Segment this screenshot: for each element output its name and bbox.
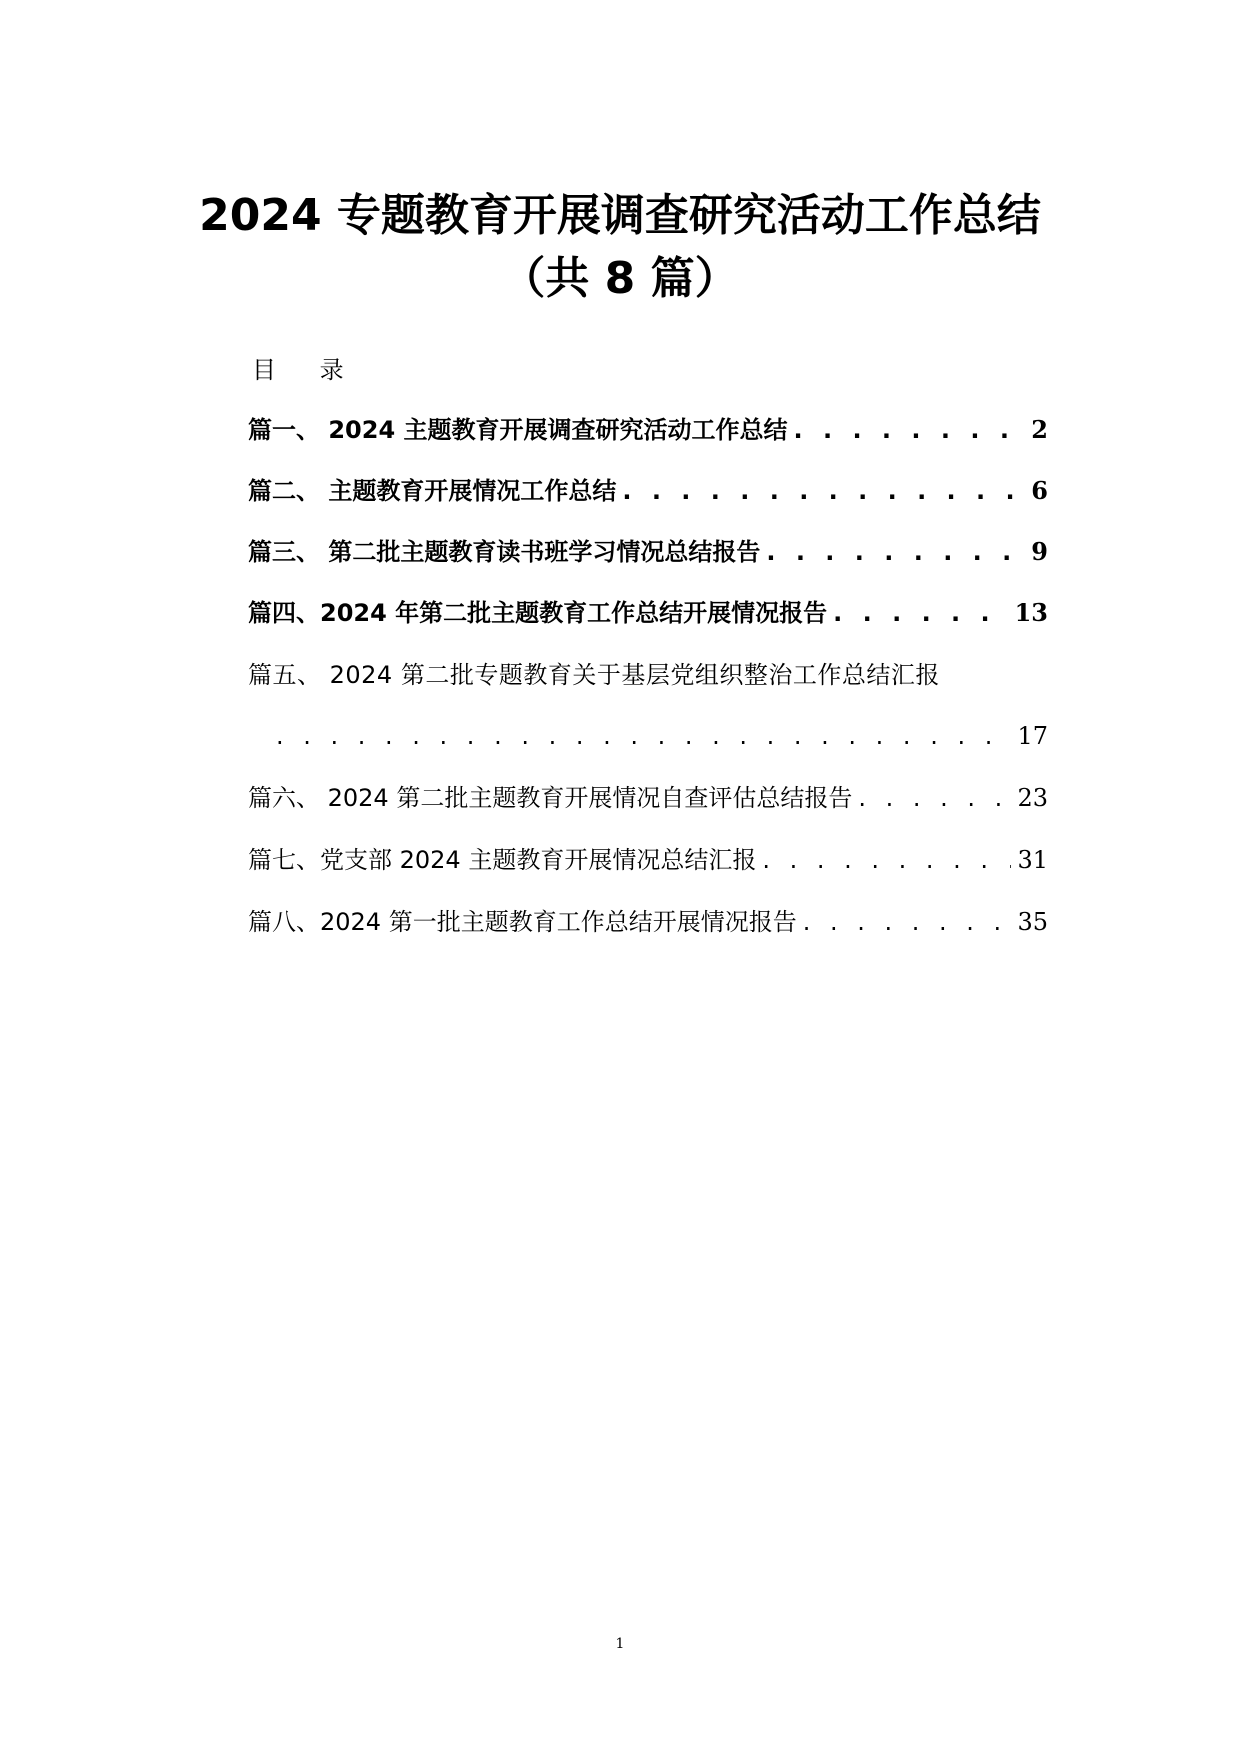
toc-leader-dots <box>858 784 1011 812</box>
toc-entry-label: 篇五、 2024 第二批专题教育关于基层党组织整治工作总结汇报 <box>248 661 940 689</box>
toc-leader-dots <box>276 722 1011 750</box>
document-subtitle: （共 8 篇） <box>501 253 739 304</box>
toc-entry-page: 13 <box>1014 598 1048 627</box>
toc-entry-label: 篇三、 第二批主题教育读书班学习情况总结报告 <box>248 538 761 566</box>
toc-entry-2[interactable] <box>248 471 1048 505</box>
toc-leader-dots <box>766 538 1025 566</box>
toc-entry-label: 篇一、 2024 主题教育开展调查研究活动工作总结 <box>248 416 788 444</box>
toc-leader-dots <box>833 599 1008 627</box>
toc-entry-page: 35 <box>1017 908 1048 936</box>
toc-entry-label: 篇四、2024 年第二批主题教育工作总结开展情况报告 <box>248 599 828 627</box>
toc-entry-7[interactable] <box>248 840 1048 874</box>
toc-entry-page: 6 <box>1031 476 1048 505</box>
toc-entry-6[interactable] <box>248 778 1048 812</box>
toc-entry-page: 17 <box>1017 722 1048 750</box>
toc-entry-page: 23 <box>1017 784 1048 812</box>
toc-entry-8[interactable] <box>248 902 1048 936</box>
toc-leader-dots <box>803 908 1012 936</box>
toc-entry-label: 篇八、2024 第一批主题教育工作总结开展情况报告 <box>248 908 797 936</box>
toc-entry-5[interactable] <box>248 655 1048 689</box>
toc-leader-dots <box>794 416 1026 444</box>
toc-heading: 目 录 <box>252 356 362 384</box>
toc-entry-page: 2 <box>1031 415 1048 444</box>
toc-entry-3[interactable] <box>248 532 1048 566</box>
toc-entry-page: 31 <box>1017 846 1048 874</box>
toc-leader-dots <box>622 477 1025 505</box>
toc-entry-label: 篇七、党支部 2024 主题教育开展情况总结汇报 <box>248 846 757 874</box>
toc-entry-4[interactable] <box>248 593 1048 627</box>
toc-entry-page: 9 <box>1031 537 1048 566</box>
toc-entry-1[interactable] <box>248 410 1048 444</box>
toc-entry-5-continued[interactable] <box>248 722 1048 756</box>
toc-entry-label: 篇二、 主题教育开展情况工作总结 <box>248 477 617 505</box>
document-title: 2024 专题教育开展调查研究活动工作总结 <box>199 190 1041 241</box>
page-number: 1 <box>615 1636 625 1652</box>
toc-entry-label: 篇六、 2024 第二批主题教育开展情况自查评估总结报告 <box>248 784 853 812</box>
toc-leader-dots <box>762 846 1011 874</box>
